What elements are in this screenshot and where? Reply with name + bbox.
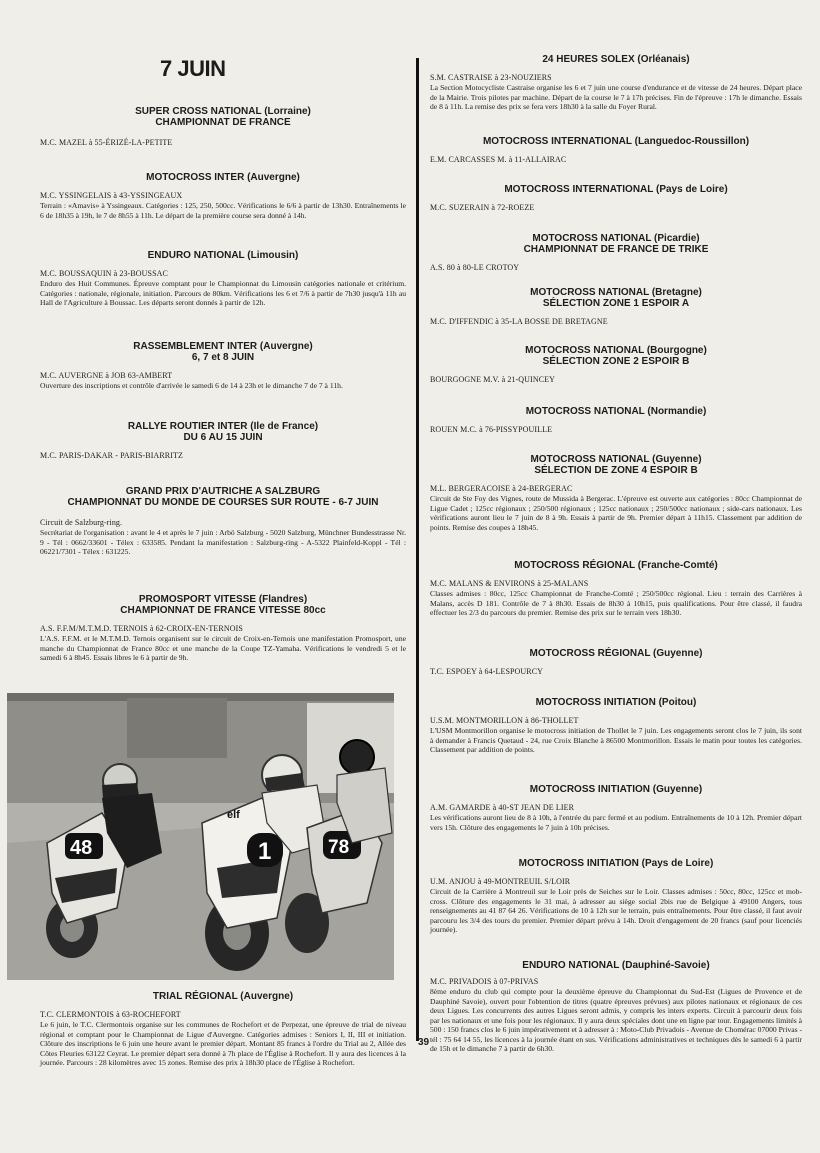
event-motocross-inter-auvergne	[40, 172, 406, 220]
event-club: BOURGOGNE M.V. à 21-QUINCEY	[430, 375, 555, 384]
event-subtitle: DU 6 AU 15 JUIN	[183, 432, 263, 443]
event-description: L'USM Montmorillon organise le motocross initiation de Thollet le 7 juin. Les engagements seront clos le 7 juin, ils sont à demander à Francis Quetaud - 24, rue Croix Blanche à 86500 Montmorillon. Essais le matin pour toutes les catégories. Classement par addition de points.	[430, 726, 802, 754]
event-club: A.S. F.F.M/M.T.M.D. TERNOIS à 62-CROIX-EN-TERNOIS	[40, 624, 243, 633]
plate-number-text: 1	[258, 838, 272, 865]
event-description: 8ème enduro du club qui compte pour la deuxième épreuve du Championnat du Sud-Est (Ligues de Provence et de Dauphiné Savoie), ouvert pour l'obtention de titres (quatre épreuves prévues) aux pilotes nationaux et régionaux de ces deux Ligues. Les concurrents des autres Ligues seront admis, y compris les inters experts. Circuit à parcourir deux fois par les nationaux et une fois pour les régionaux. Il y aura deux spéciales dont une en ligne par tour. Engagements limités à 500 : 150 francs clos le 6 juin impérativement et à adresser à : Moto-Club Privadois - Avenue de Chomérac 07000 Privas - tél : 75 64 14 55, les licences à la journée étant en sus. Vérifications administratives et techniques dès le samedi 6 à partir de 15h et le dimanche 7 à partir de 6h30.	[430, 987, 802, 1053]
event-24h-solex	[430, 54, 802, 112]
event-title: MOTOCROSS RÉGIONAL (Guyenne)	[529, 648, 703, 659]
fairing-brand-text: elf	[227, 809, 240, 821]
event-club: M.C. AUVERGNE à JOB 63-AMBERT	[40, 371, 173, 380]
race-photo-illustration	[7, 693, 394, 980]
event-club: A.S. 80 à 80-LE CROTOY	[430, 263, 520, 272]
event-club: M.C. D'IFFENDIC à 35-LA BOSSE DE BRETAGNE	[430, 317, 608, 326]
event-rassemblement-auvergne	[40, 341, 406, 391]
event-title: ENDURO NATIONAL (Dauphiné-Savoie)	[522, 960, 710, 971]
event-title: 24 HEURES SOLEX (Orléanais)	[542, 54, 690, 65]
race-photo	[7, 693, 394, 980]
event-title: SUPER CROSS NATIONAL (Lorraine)	[135, 106, 311, 117]
event-subtitle: SÉLECTION ZONE 2 ESPOIR B	[542, 356, 690, 367]
right-column	[430, 0, 806, 1153]
event-club: U.M. ANJOU à 49-MONTREUIL S/LOIR	[430, 877, 571, 886]
event-club: Circuit de Salzburg-ring.	[40, 518, 123, 527]
event-title: ENDURO NATIONAL (Limousin)	[147, 250, 299, 261]
event-title: MOTOCROSS RÉGIONAL (Franche-Comté)	[514, 560, 718, 571]
event-title: RASSEMBLEMENT INTER (Auvergne)	[133, 341, 313, 352]
event-title: MOTOCROSS INTER (Auvergne)	[146, 172, 300, 183]
event-club: M.C. MALANS & ENVIRONS à 25-MALANS	[430, 579, 589, 588]
event-supercross-lorraine	[40, 106, 406, 148]
event-subtitle: CHAMPIONNAT DE FRANCE VITESSE 80cc	[120, 605, 326, 616]
event-title: MOTOCROSS NATIONAL (Picardie)	[532, 233, 700, 244]
event-title: MOTOCROSS NATIONAL (Bourgogne)	[525, 345, 707, 356]
event-title: MOTOCROSS NATIONAL (Bretagne)	[530, 287, 702, 298]
event-club: M.C. MAZEL à 55-ÉRIZÉ-LA-PETITE	[40, 138, 173, 147]
column-divider	[416, 58, 419, 1041]
event-motocross-regional-guyenne	[430, 648, 802, 677]
event-description: La Section Motocycliste Castraise organise les 6 et 7 juin une course d'endurance et de vitesse de 24 heures. Départ place de la Mairie. Trois pilotes par machine. Départ de la course le 7 à 17h précises. Fin de l'épreuve : 17h le dimanche. Essais de 8 à 11h. La remise des prix se fera vers 18h30 à la salle du Foyer Rural.	[430, 83, 802, 111]
event-title: TRIAL RÉGIONAL (Auvergne)	[152, 991, 294, 1002]
event-title: MOTOCROSS INITIATION (Guyenne)	[529, 784, 703, 795]
event-subtitle: SÉLECTION DE ZONE 4 ESPOIR B	[534, 465, 698, 476]
event-enduro-limousin	[40, 250, 406, 308]
plate-number-text: 78	[328, 837, 350, 858]
event-club: M.L. BERGERACOISE à 24-BERGERAC	[430, 484, 573, 493]
event-rallye-ile-de-france	[40, 421, 406, 461]
event-description: Le 6 juin, le T.C. Clermontois organise sur les communes de Rochefort et de Perpezat, une épreuve de trial de niveau régional et comptant pour le Championnat de Ligue d'Auvergne. Catégories admises : Seniors I, II, III et initiation. Clôture des inscriptions le 6 juin une heure avant le premier départ. Montant 85 francs à l'ordre du Trial au 2, Allée des Côtes Fleuries 63122 Ceyrat. Le premier départ sera donné à 7h place de l'Église à Rochefort. Il y aura des licences à la journée. Parcours : 28 kilomètres avec 15 zones. Remise des prix à 18h30 place de l'Église à Rochefort.	[40, 1020, 406, 1067]
event-initiation-guyenne	[430, 784, 802, 832]
event-club: M.C. YSSINGELAIS à 43-YSSINGEAUX	[40, 191, 183, 200]
event-promosport-flandres	[40, 594, 406, 663]
left-column	[20, 0, 408, 1153]
event-subtitle: 6, 7 et 8 JUIN	[191, 352, 255, 363]
event-motocross-languedoc	[430, 136, 802, 165]
event-motocross-bretagne	[430, 287, 802, 327]
event-motocross-pays-de-loire	[430, 184, 802, 213]
event-club: T.C. CLERMONTOIS à 63-ROCHEFORT	[40, 1010, 181, 1019]
event-initiation-poitou	[430, 697, 802, 755]
event-motocross-bourgogne	[430, 345, 802, 385]
event-club: A.M. GAMARDE à 40-ST JEAN DE LIER	[430, 803, 575, 812]
event-title: MOTOCROSS NATIONAL (Guyenne)	[530, 454, 702, 465]
event-subtitle: CHAMPIONNAT DE FRANCE	[155, 117, 291, 128]
event-club: M.C. PARIS-DAKAR - PARIS-BIARRITZ	[40, 451, 183, 460]
event-description: Enduro des Huit Communes. Épreuve comptant pour le Championnat du Limousin catégories nationale et critérium. Catégories : nationale, régionale, initiation. Parcours de 80km. Vérifications les 6 et 7/6 à partir de 7h30 jusqu'à 11h au Hall de l'Agriculture à Boussac. Les départs seront donnés à partir de 12h.	[40, 279, 406, 307]
event-description: Circuit de la Carrière à Montreuil sur le Loir près de Seiches sur le Loir. Classes admises : 50cc, 80cc, 125cc et mob-cross. Clôture des engagements le 31 mai, à adresser au siège social 2bis rue de Belgique à 49100 Angers, tous renseignements au 41 87 64 26. Vérifications de 10 à 12h sur le terrain, puis entraînements. Pour être classé, il faut avoir parcouru les 3/4 des tours du premier. Premier départ prévu à 14h. Droit d'engagement de 20 francs (sauf pour licenciés journée).	[430, 887, 802, 934]
event-description: Les vérifications auront lieu de 8 à 10h, à l'entrée du parc fermé et au podium. Entraînements de 10 à 12h. Premier départ vers 15h. Clôture des engagements le 7 juin à 10h précises.	[430, 813, 802, 832]
event-subtitle: SÉLECTION ZONE 1 ESPOIR A	[542, 298, 690, 309]
event-club: S.M. CASTRAISE à 23-NOUZIERS	[430, 73, 552, 82]
event-description: Ouverture des inscriptions et contrôle d'arrivée le samedi 6 de 14 à 23h et le dimanche 7 de 7 à 11h.	[40, 381, 343, 390]
event-title: MOTOCROSS INTERNATIONAL (Languedoc-Roussillon)	[482, 136, 750, 147]
event-club: T.C. ESPOEY à 64-LESPOURCY	[430, 667, 544, 676]
event-trial-auvergne	[40, 991, 406, 1068]
event-title: MOTOCROSS NATIONAL (Normandie)	[525, 406, 707, 417]
event-title: PROMOSPORT VITESSE (Flandres)	[138, 594, 308, 605]
event-title: MOTOCROSS INITIATION (Poitou)	[535, 697, 697, 708]
event-title: MOTOCROSS INTERNATIONAL (Pays de Loire)	[504, 184, 728, 195]
event-title: MOTOCROSS INITIATION (Pays de Loire)	[518, 858, 714, 869]
event-description: Terrain : «Amavis» à Yssingeaux. Catégories : 125, 250, 500cc. Vérifications le 6/6 à partir de 13h30. Entraînements le 6 de 18h35 à 19h, le 7 de 8h55 à 11h. Le départ de la première course sera donné à 14h.	[40, 201, 406, 220]
event-description: Secrétariat de l'organisation : avant le 4 et après le 7 juin : Arbö Salzburg - 5020 Salzburg, Münchner Bundesstrasse Nr. 9 - Tél : 0662/33601 - Télex : 633585. Pendant la manifestation : Salzburg-ring - A-5322 Plainfeld-Koppl - Tél : 06221/7301 - Télex : 631225.	[40, 528, 406, 556]
event-subtitle: CHAMPIONNAT DU MONDE DE COURSES SUR ROUTE - 6-7 JUIN	[67, 497, 379, 508]
event-enduro-dauphine-savoie	[430, 960, 802, 1054]
event-description: Circuit de Ste Foy des Vignes, route de Mussida à Bergerac. L'épreuve est ouverte aux catégories : 80cc Championnat de Ligue Cadet ; 125cc régionaux ; 250/500 régionaux ; 125cc nationaux ; 250/500cc nationaux ; side-cars nationaux. Les vérifications auront lieu le 7 juin de 8 à 9h. Essais à partir de 9h. Premier départ à 11h15. Classement par addition de points. Remise des coupes à 18h45.	[430, 494, 802, 532]
event-description: L'A.S. F.F.M. et le M.T.M.D. Ternois organisent sur le circuit de Croix-en-Ternois une manifestation Promosport, une manche du Championnat de France 80cc et une manche de la Coupe TZ-Yamaha. Vérifications le vendredi 5 et le samedi 6 à 8h45. Essais libres le 6 à partir de 9h.	[40, 634, 406, 662]
event-motocross-guyenne	[430, 454, 802, 532]
page-date-heading: 7 JUIN	[160, 56, 226, 81]
event-initiation-pays-de-loire	[430, 858, 802, 935]
event-description: Classes admises : 80cc, 125cc Championnat de Franche-Comté ; 250/500cc régional. Lieu : terrain des Carrières à Malans, accès D 181. Contrôle de 7 à 8h30. Essais de 8h30 à 10h15, puis qualifications. Pour être classé, il faudra effectuer les 2/3 du parcours du premier. Remise des prix sur le terrain vers 18h30.	[430, 589, 802, 617]
event-club: M.C. PRIVADOIS à 07-PRIVAS	[430, 977, 539, 986]
event-club: M.C. BOUSSAQUIN à 23-BOUSSAC	[40, 269, 168, 278]
page-number: 39	[418, 1037, 430, 1048]
event-motocross-franche-comte	[430, 560, 802, 618]
event-club: U.S.M. MONTMORILLON à 86-THOLLET	[430, 716, 579, 725]
event-subtitle: CHAMPIONNAT DE FRANCE DE TRIKE	[523, 244, 709, 255]
event-gp-autriche	[40, 486, 406, 557]
event-club: E.M. CARCASSES M. à 11-ALLAIRAC	[430, 155, 567, 164]
event-title: GRAND PRIX D'AUTRICHE A SALZBURG	[125, 486, 321, 497]
event-motocross-picardie	[430, 233, 802, 273]
event-club: ROUEN M.C. à 76-PISSYPOUILLE	[430, 425, 553, 434]
event-motocross-normandie	[430, 406, 802, 435]
plate-number-text: 48	[70, 837, 93, 859]
event-club: M.C. SUZERAIN à 72-ROEZE	[430, 203, 535, 212]
event-title: RALLYE ROUTIER INTER (Ile de France)	[127, 421, 319, 432]
